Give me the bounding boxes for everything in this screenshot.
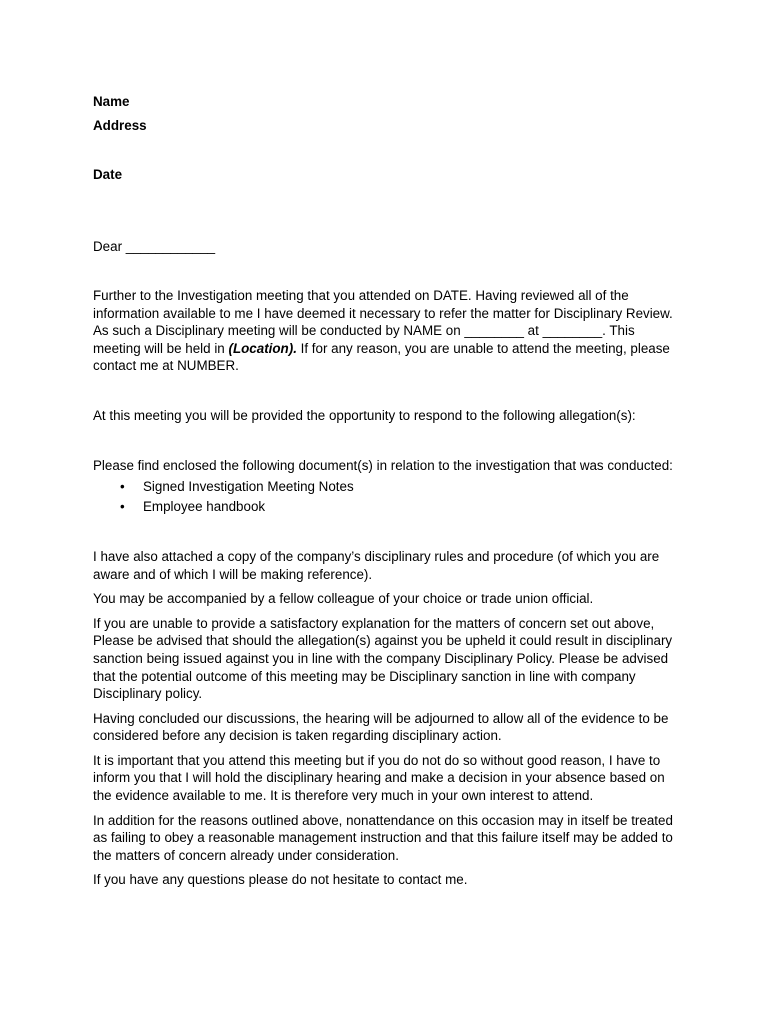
letter-body (93, 287, 683, 889)
bullet-icon: • (120, 498, 125, 514)
document-label: Employee handbook (143, 498, 266, 514)
paragraph-attendance: It is important that you attend this meeting but if you do not do so without good reason, I have to inform you that I will hold the disciplinary hearing and make a decision in your absence based on the evidence available to me. It is therefore very much in your own interest to attend. (93, 752, 665, 804)
paragraph-outcome: If you are unable to provide a satisfactory explanation for the matters of concern set out above, Please be advised that should the allegation(s) against you be upheld it could result in disciplinary sanction being issued against you in line with the company Disciplinary Policy. Please be advised that the potential outcome of this meeting may be Disciplinary sanction in line with company Disciplinary policy. (93, 615, 673, 702)
paragraph-enclosed-documents: Please find enclosed the following document(s) in relation to the investigation that was conducted: (93, 457, 673, 473)
paragraph-allegations: At this meeting you will be provided the opportunity to respond to the following allegation(s): (93, 407, 636, 423)
recipient-address: Address (93, 118, 147, 133)
salutation: Dear ____________ (93, 239, 216, 254)
recipient-name: Name (93, 94, 130, 109)
paragraph-meeting-notice-text-1: Further to the Investigation meeting that you attended on DATE. Having reviewed all of the information available to me I have deemed it necessary to refer the matter for Disciplinary Review. As such a Disciplinary meeting will be conducted by NAME on ________ at ________. This meeting will be held in (93, 288, 673, 356)
location-placeholder: (Location). (228, 340, 297, 356)
paragraph-accompaniment: You may be accompanied by a fellow colleague of your choice or trade union official. (93, 591, 594, 607)
list-item (93, 498, 683, 517)
letter-page (93, 0, 683, 1024)
enclosed-documents-list (93, 478, 683, 517)
list-item (93, 478, 683, 497)
paragraph-contact: If you have any questions please do not hesitate to contact me. (93, 872, 468, 888)
paragraph-disciplinary-rules: I have also attached a copy of the company’s disciplinary rules and procedure (of which you are aware and of which I will be making reference). (93, 548, 660, 582)
letter-date: Date (93, 167, 123, 182)
bullet-icon: • (120, 479, 125, 495)
paragraph-adjournment: Having concluded our discussions, the hearing will be adjourned to allow all of the evidence to be considered before any decision is taken regarding disciplinary action. (93, 710, 669, 744)
paragraph-meeting-notice (93, 287, 683, 375)
paragraph-meeting-notice-text-2: If for any reason, you are unable to attend the meeting, please contact me at NUMBER. (93, 340, 670, 374)
paragraph-nonattendance: In addition for the reasons outlined above, nonattendance on this occasion may in itself be treated as failing to obey a reasonable management instruction and that this failure itself may be added to the matters of concern already under consideration. (93, 812, 673, 863)
document-label: Signed Investigation Meeting Notes (143, 479, 354, 495)
